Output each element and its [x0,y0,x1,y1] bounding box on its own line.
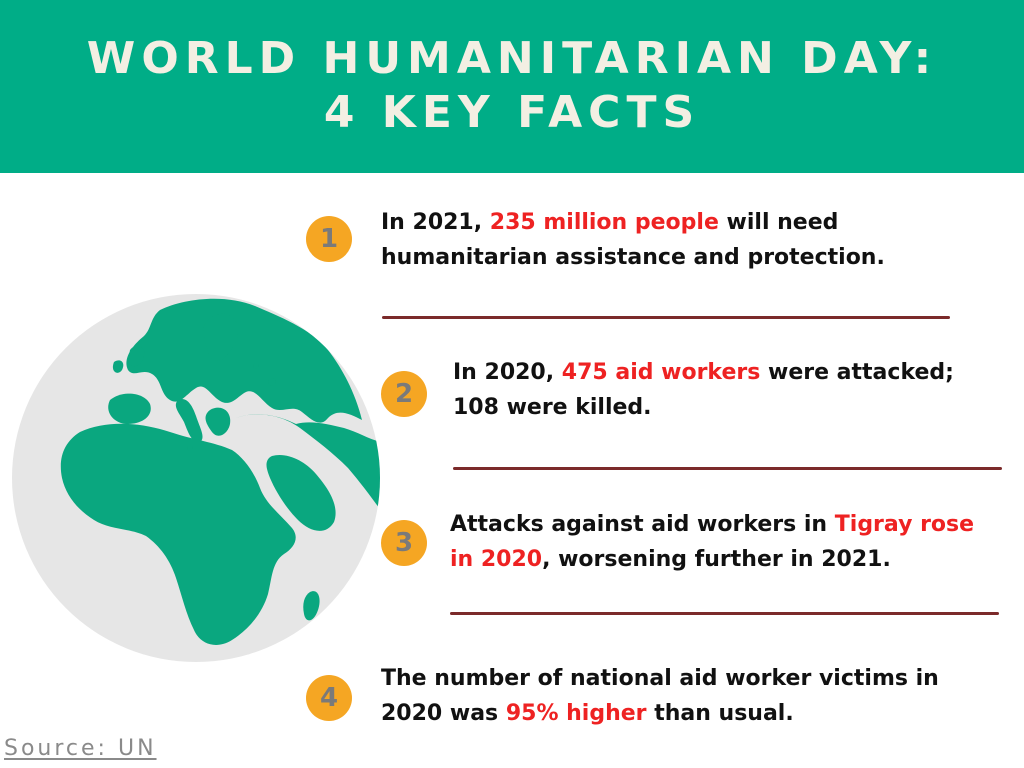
fact-3-text: , worsening further in 2021. [542,547,891,572]
fact-3-line-1 [450,507,974,542]
fact-2-text: were attacked; [760,360,954,385]
fact-1-highlight: 235 million people [489,210,719,235]
source-link[interactable]: Source: UN [4,736,157,761]
fact-4 [381,661,939,731]
fact-3-text: Attacks against aid workers in [450,512,835,537]
fact-4-text: than usual. [646,701,794,726]
fact-2-highlight: 475 aid workers [561,360,761,385]
fact-1-text: will need [718,210,839,235]
fact-number-badge-2: 2 [381,371,427,417]
fact-2-text: In 2020, [453,360,562,385]
fact-number-badge-3: 3 [381,520,427,566]
fact-2-line-1 [453,355,954,390]
fact-4-line-1: The number of national aid worker victims in [381,666,939,691]
fact-1-line-2: humanitarian assistance and protection. [381,245,885,270]
fact-3 [450,507,974,577]
divider-3 [450,612,999,615]
fact-4-highlight: 95% higher [505,701,647,726]
fact-2-line-2: 108 were killed. [453,395,652,420]
header-banner [0,0,1024,173]
page-title [0,32,1024,140]
title-line-1: WORLD HUMANITARIAN DAY: [86,33,938,84]
fact-1 [381,205,885,275]
globe-icon [10,292,382,664]
fact-3-line-2 [450,542,974,577]
fact-number-badge-1: 1 [306,216,352,262]
fact-4-text: 2020 was [381,701,506,726]
fact-2 [453,355,954,425]
fact-1-text: In 2021, [381,210,490,235]
fact-number-badge-4: 4 [306,675,352,721]
divider-2 [453,467,1002,470]
divider-1 [382,316,950,319]
fact-4-line-2 [381,696,939,731]
fact-3-highlight: in 2020 [450,547,543,572]
fact-1-line-1 [381,205,885,240]
title-line-2: 4 KEY FACTS [323,87,701,138]
fact-3-highlight: Tigray rose [834,512,975,537]
